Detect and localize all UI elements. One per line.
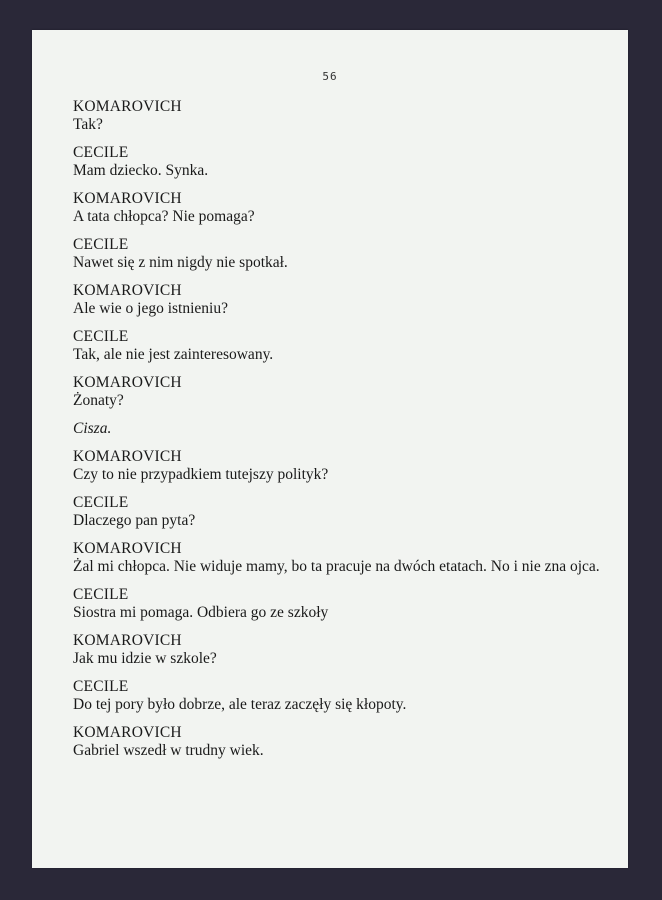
speaker-name: KOMAROVICH [73, 190, 182, 207]
speaker-name: CECILE [73, 144, 129, 161]
dialogue-block [73, 282, 603, 318]
dialogue-block [73, 448, 603, 484]
dialogue-line: Żal mi chłopca. Nie widuje mamy, bo ta pracuje na dwóch etatach. No i nie zna ojca. [73, 558, 600, 575]
dialogue-line: Tak, ale nie jest zainteresowany. [73, 346, 274, 363]
dialogue-line: Nawet się z nim nigdy nie spotkał. [73, 254, 288, 271]
speaker-name: CECILE [73, 678, 129, 695]
dialogue-block [73, 678, 603, 714]
dialogue-line: Mam dziecko. Synka. [73, 162, 209, 179]
dialogue-block [73, 236, 603, 272]
document-page [32, 30, 628, 868]
dialogue-line: Do tej pory było dobrze, ale teraz zaczęły się kłopoty. [73, 696, 407, 713]
dialogue-block [73, 540, 603, 576]
dialogue-line: Tak? [73, 116, 103, 133]
dialogue-block [73, 494, 603, 530]
dialogue-line: Dlaczego pan pyta? [73, 512, 196, 529]
dialogue-block [73, 144, 603, 180]
dialogue-line: A tata chłopca? Nie pomaga? [73, 208, 255, 225]
speaker-name: KOMAROVICH [73, 98, 182, 115]
speaker-name: KOMAROVICH [73, 374, 182, 391]
speaker-name: CECILE [73, 586, 129, 603]
speaker-name: KOMAROVICH [73, 632, 182, 649]
speaker-name: KOMAROVICH [73, 448, 182, 465]
dialogue-line: Siostra mi pomaga. Odbiera go ze szkoły [73, 604, 329, 621]
dialogue-line: Gabriel wszedł w trudny wiek. [73, 742, 264, 759]
dialogue-block [73, 724, 603, 760]
dialogue-line: Żonaty? [73, 392, 124, 409]
dialogue-line: Ale wie o jego istnieniu? [73, 300, 228, 317]
speaker-name: KOMAROVICH [73, 540, 182, 557]
dialogue-block [73, 328, 603, 364]
dialogue-block [73, 586, 603, 622]
page-number: 56 [322, 70, 338, 83]
speaker-name: CECILE [73, 494, 129, 511]
dialogue-line: Jak mu idzie w szkole? [73, 650, 217, 667]
dialogue-block [73, 98, 603, 134]
speaker-name: KOMAROVICH [73, 724, 182, 741]
speaker-name: KOMAROVICH [73, 282, 182, 299]
dialogue-block [73, 374, 603, 410]
speaker-name: CECILE [73, 236, 129, 253]
dialogue-block [73, 190, 603, 226]
script-body [73, 98, 603, 770]
speaker-name: CECILE [73, 328, 129, 345]
stage-direction: Cisza. [73, 420, 112, 437]
dialogue-line: Czy to nie przypadkiem tutejszy polityk? [73, 466, 329, 483]
dialogue-block [73, 632, 603, 668]
